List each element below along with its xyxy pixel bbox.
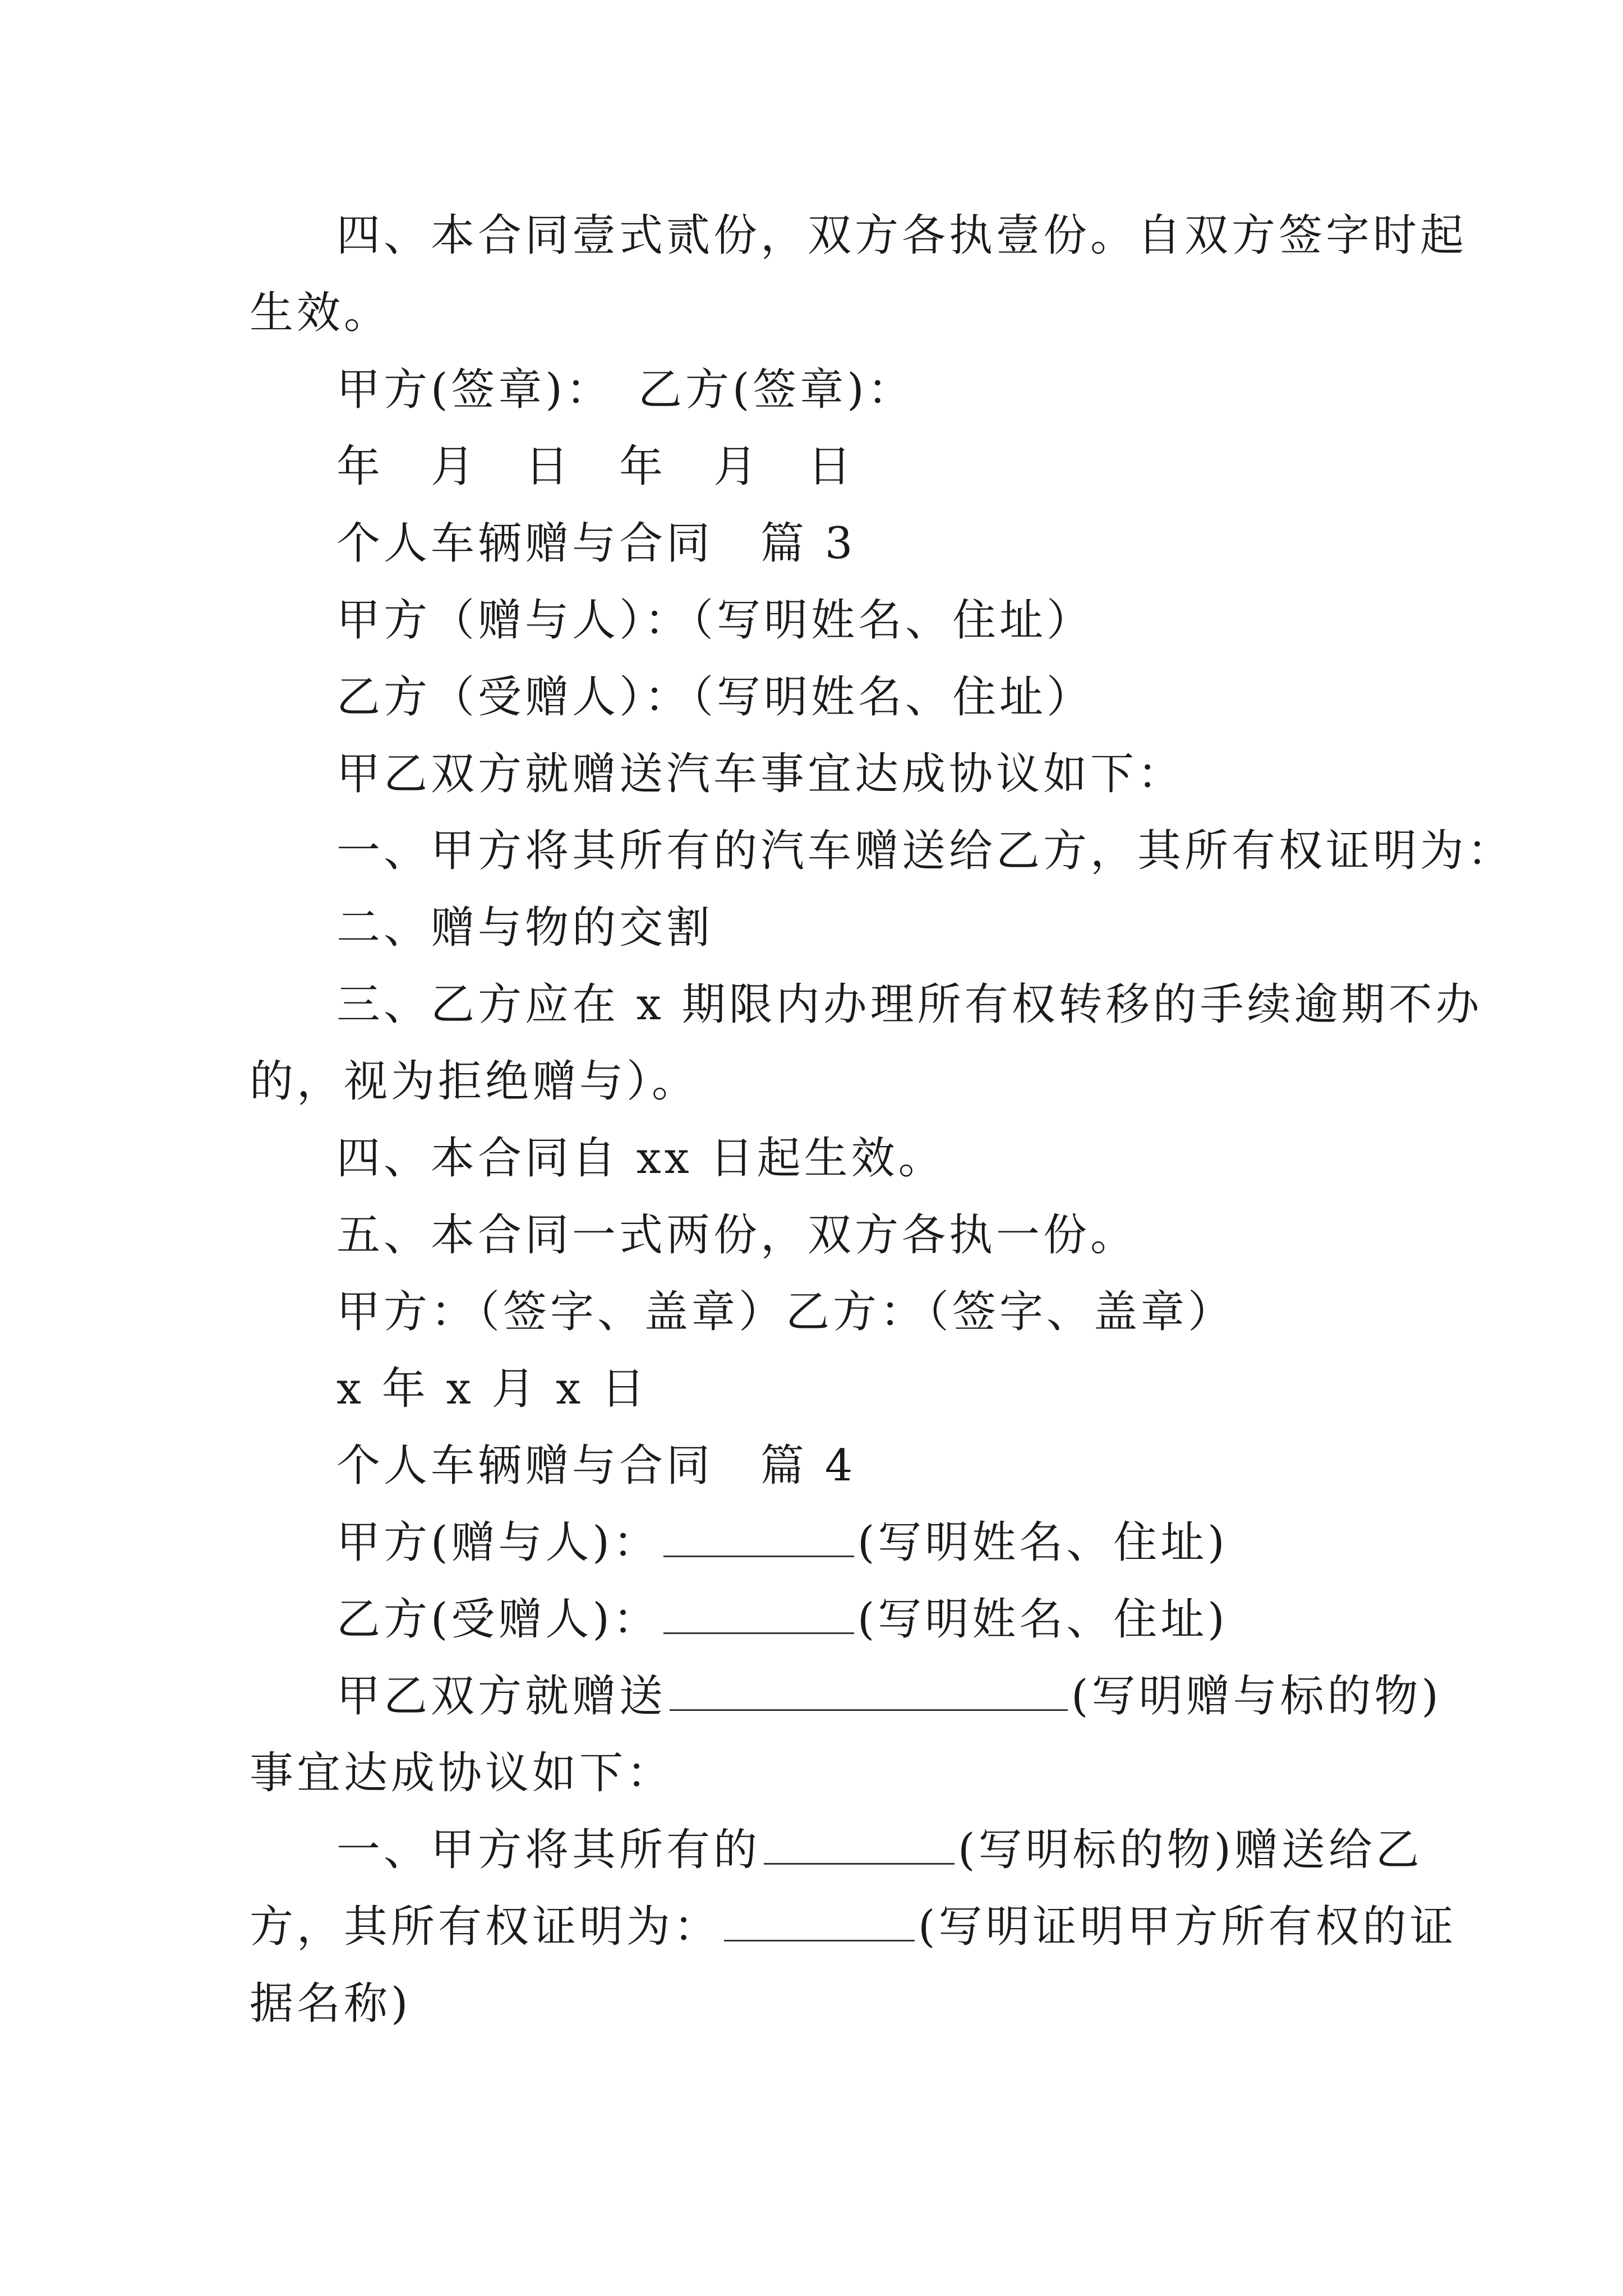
donee-blank [663, 1593, 854, 1634]
paragraph-line: 四、本合同自 xx 日起生效。 [336, 1133, 946, 1184]
donor-blank [663, 1516, 854, 1557]
gift-note: (写明赠与标的物) [1071, 1671, 1442, 1722]
donee-note: (写明姓名、住址) [857, 1594, 1228, 1645]
paragraph-line: 生效。 [250, 288, 391, 338]
signature-line: 甲方(签章)： 乙方(签章)： [336, 365, 915, 415]
clause-note: (写明标的物)赠送给乙 [958, 1825, 1423, 1875]
paragraph-line: 一、甲方将其所有的汽车赠送给乙方，其所有权证明为： [336, 826, 1515, 876]
paragraph-line: 据名称) [250, 1978, 412, 2029]
date-line: 年 月 日 年 月 日 [336, 441, 855, 492]
paragraph-line: 甲方（赠与人）：（写明姓名、住址） [336, 595, 1094, 646]
section-heading: 个人车辆赠与合同 篇 3 [336, 518, 856, 569]
clause-note: (写明证明甲方所有权的证 [918, 1902, 1457, 1952]
section-heading: 个人车辆赠与合同 篇 4 [336, 1441, 856, 1491]
clause-line [336, 1822, 1423, 1878]
gift-line [336, 1668, 1442, 1724]
donor-line [336, 1515, 1228, 1571]
paragraph-line: 事宜达成协议如下： [250, 1748, 674, 1798]
proof-blank [724, 1901, 915, 1941]
paragraph-line: 甲乙双方就赠送汽车事宜达成协议如下： [336, 749, 1185, 799]
gift-blank [670, 1670, 1068, 1711]
donee-line [336, 1591, 1228, 1648]
paragraph-line: 的，视为拒绝赠与）。 [250, 1056, 699, 1107]
paragraph-line: 二、赠与物的交割 [336, 903, 714, 953]
donee-label: 乙方(受赠人)： [336, 1594, 660, 1645]
subject-blank [764, 1824, 955, 1865]
paragraph-line: 三、乙方应在 x 期限内办理所有权转移的手续逾期不办 [336, 979, 1483, 1030]
clause-line [250, 1899, 1456, 1955]
paragraph-line: 四、本合同壹式贰份，双方各执壹份。自双方签字时起 [336, 210, 1468, 261]
clause-text: 方，其所有权证明为： [250, 1902, 721, 1952]
gift-label: 甲乙双方就赠送 [336, 1671, 667, 1722]
paragraph-line: 五、本合同一式两份，双方各执一份。 [336, 1210, 1138, 1260]
donor-label: 甲方(赠与人)： [336, 1517, 660, 1568]
date-line: x 年 x 月 x 日 [336, 1364, 648, 1414]
donor-note: (写明姓名、住址) [857, 1517, 1228, 1568]
clause-text: 一、甲方将其所有的 [336, 1825, 761, 1875]
signature-line: 甲方：（签字、盖章）乙方：（签字、盖章） [336, 1287, 1235, 1337]
paragraph-line: 乙方（受赠人）：（写明姓名、住址） [336, 672, 1094, 723]
